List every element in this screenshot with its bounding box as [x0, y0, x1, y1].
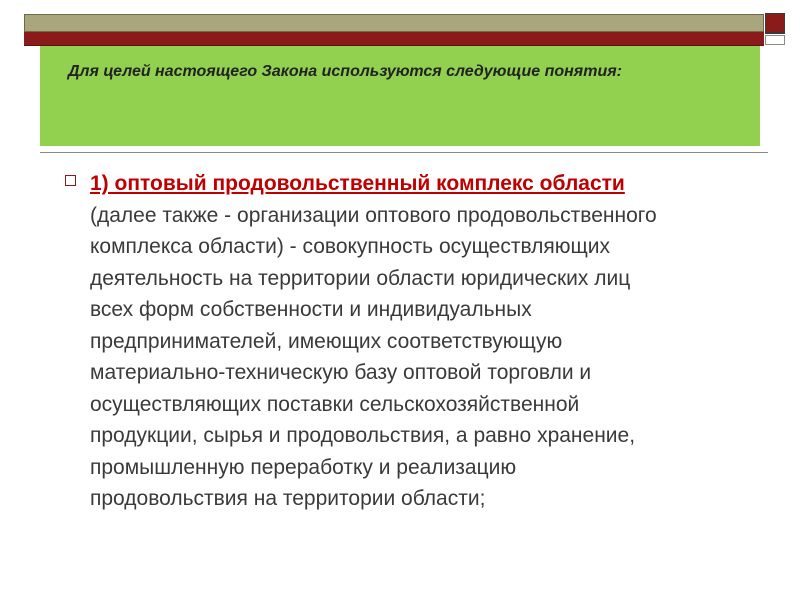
- corner-decoration-small-square: [765, 35, 785, 45]
- bullet-line: продовольствия на территории области;: [90, 487, 486, 510]
- title-box: [40, 46, 760, 146]
- bullet-line: промышленную переработку и реализацию: [90, 455, 517, 479]
- bullet-line: материально-техническую базу оптовой торговли и: [90, 361, 592, 384]
- bullet-text: [90, 168, 760, 515]
- divider-line: [40, 152, 768, 153]
- bullet-line: предпринимателей, имеющих соответствующую: [90, 329, 563, 353]
- bullet-line: деятельность на территории области юридических лиц: [90, 266, 631, 290]
- slide-title: Для целей настоящего Закона используются следующие понятия:: [68, 63, 622, 80]
- bullet-line: всех форм собственности и индивидуальных: [90, 298, 532, 321]
- header-bar-bottom: [24, 32, 764, 46]
- bullet-line-term: [90, 168, 760, 200]
- bullet-line: осуществляющих поставки сельскохозяйственной: [90, 392, 580, 416]
- corner-decoration-square: [765, 13, 785, 33]
- bullet-line: продукции, сырья и продовольствия, а равно хранение,: [90, 424, 636, 447]
- corner-decoration-line: [765, 33, 785, 34]
- bullet-line: комплекса области) - совокупность осуществляющих: [90, 235, 611, 258]
- header-bar-top: [24, 14, 764, 32]
- hollow-square-bullet-icon: [65, 175, 76, 186]
- bullet-line: (далее также - организации оптового продовольственного: [90, 203, 657, 227]
- defined-term: 1) оптовый продовольственный комплекс области: [90, 172, 625, 195]
